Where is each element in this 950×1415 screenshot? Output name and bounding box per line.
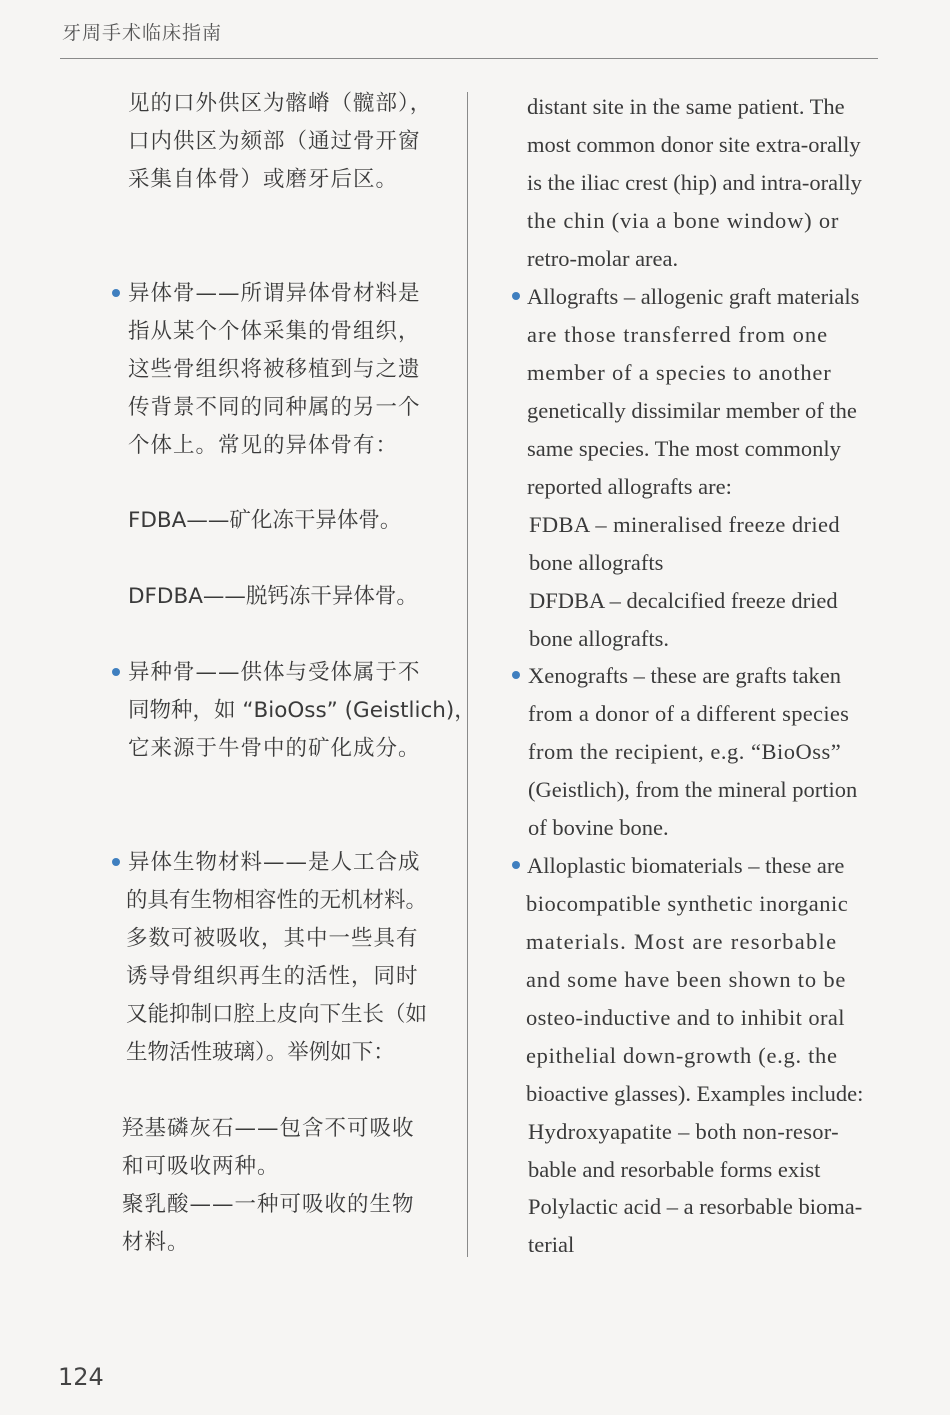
en-line: FDBA – mineralised freeze dried bbox=[529, 512, 841, 537]
en-line: of bovine bone. bbox=[528, 815, 669, 840]
cn-line: 异体骨——所谓异体骨材料是 bbox=[128, 281, 421, 306]
header-rule bbox=[60, 58, 878, 59]
cn-line: 又能抑制口腔上皮向下生长（如 bbox=[126, 1002, 428, 1027]
cn-line: 聚乳酸——一种可吸收的生物 bbox=[122, 1192, 415, 1217]
en-line: bone allografts bbox=[529, 550, 664, 575]
cn-line: 异体生物材料——是人工合成 bbox=[128, 850, 421, 875]
cn-line: 诱导骨组织再生的活性，同时 bbox=[126, 964, 419, 989]
en-line: bone allografts. bbox=[529, 626, 669, 651]
bullet-icon bbox=[512, 292, 520, 300]
en-line: reported allografts are: bbox=[527, 474, 732, 499]
en-line: DFDBA – decalcified freeze dried bbox=[529, 588, 838, 613]
en-line: (Geistlich), from the mineral portion bbox=[528, 777, 858, 802]
cn-line: 采集自体骨）或磨牙后区。 bbox=[128, 167, 399, 192]
en-line: biocompatible synthetic inorganic bbox=[526, 891, 849, 916]
cn-line: 同物种，如 “BioOss” (Geistlich)， bbox=[128, 698, 476, 723]
en-line: materials. Most are resorbable bbox=[526, 929, 838, 954]
en-line: most common donor site extra-orally bbox=[527, 132, 861, 157]
en-line: genetically dissimilar member of the bbox=[527, 398, 857, 423]
en-line: osteo-inductive and to inhibit oral bbox=[526, 1005, 845, 1030]
en-line: same species. The most commonly bbox=[527, 436, 841, 461]
en-line: bable and resorbable forms exist bbox=[528, 1157, 821, 1182]
column-divider bbox=[467, 92, 468, 1257]
en-line: distant site in the same patient. The bbox=[527, 94, 845, 119]
cn-line: DFDBA——脱钙冻干异体骨。 bbox=[128, 584, 418, 609]
cn-line: 指从某个个体采集的骨组织， bbox=[128, 319, 421, 344]
cn-line: 个体上。常见的异体骨有： bbox=[128, 433, 399, 458]
en-line: from a donor of a different species bbox=[528, 701, 850, 726]
bullet-icon bbox=[112, 289, 120, 297]
en-line: bioactive glasses). Examples include: bbox=[526, 1081, 864, 1106]
cn-line: 异种骨——供体与受体属于不 bbox=[128, 660, 421, 685]
cn-line: FDBA——矿化冻干异体骨。 bbox=[128, 508, 402, 533]
en-line: and some have been shown to be bbox=[526, 967, 847, 992]
cn-line: 多数可被吸收，其中一些具有 bbox=[126, 926, 419, 951]
en-line: from the recipient, e.g. “BioOss” bbox=[528, 739, 842, 764]
cn-line: 传背景不同的同种属的另一个 bbox=[128, 395, 421, 420]
en-line: are those transferred from one bbox=[527, 322, 829, 347]
cn-line: 见的口外供区为髂嵴（髋部）， bbox=[128, 91, 433, 116]
bullet-icon bbox=[512, 671, 520, 679]
bullet-icon bbox=[112, 858, 120, 866]
en-line: Hydroxyapatite – both non-resor- bbox=[528, 1119, 839, 1144]
cn-line: 生物活性玻璃）。举例如下： bbox=[126, 1040, 395, 1065]
en-line: member of a species to another bbox=[527, 360, 832, 385]
cn-line: 和可吸收两种。 bbox=[122, 1154, 280, 1179]
cn-line: 它来源于牛骨中的矿化成分。 bbox=[128, 736, 421, 761]
en-line: retro-molar area. bbox=[527, 246, 679, 271]
cn-line: 口内供区为颏部（通过骨开窗 bbox=[128, 129, 421, 154]
bullet-icon bbox=[112, 668, 120, 676]
cn-line: 羟基磷灰石——包含不可吸收 bbox=[122, 1116, 415, 1141]
cn-line: 的具有生物相容性的无机材料。 bbox=[126, 888, 428, 913]
en-line: epithelial down-growth (e.g. the bbox=[526, 1043, 838, 1068]
page-number: 124 bbox=[58, 1363, 104, 1391]
cn-line: 这些骨组织将被移植到与之遗 bbox=[128, 357, 421, 382]
en-line: Polylactic acid – a resorbable bioma- bbox=[528, 1194, 863, 1219]
bullet-icon bbox=[512, 861, 520, 869]
en-line: Allografts – allogenic graft materials bbox=[527, 284, 860, 309]
running-header: 牙周手术临床指南 bbox=[62, 22, 223, 44]
en-line: Alloplastic biomaterials – these are bbox=[527, 853, 845, 878]
en-line: terial bbox=[528, 1232, 575, 1257]
cn-line: 材料。 bbox=[122, 1230, 190, 1255]
en-line: Xenografts – these are grafts taken bbox=[528, 663, 841, 688]
en-line: the chin (via a bone window) or bbox=[527, 208, 840, 233]
en-line: is the iliac crest (hip) and intra-orally bbox=[527, 170, 862, 195]
